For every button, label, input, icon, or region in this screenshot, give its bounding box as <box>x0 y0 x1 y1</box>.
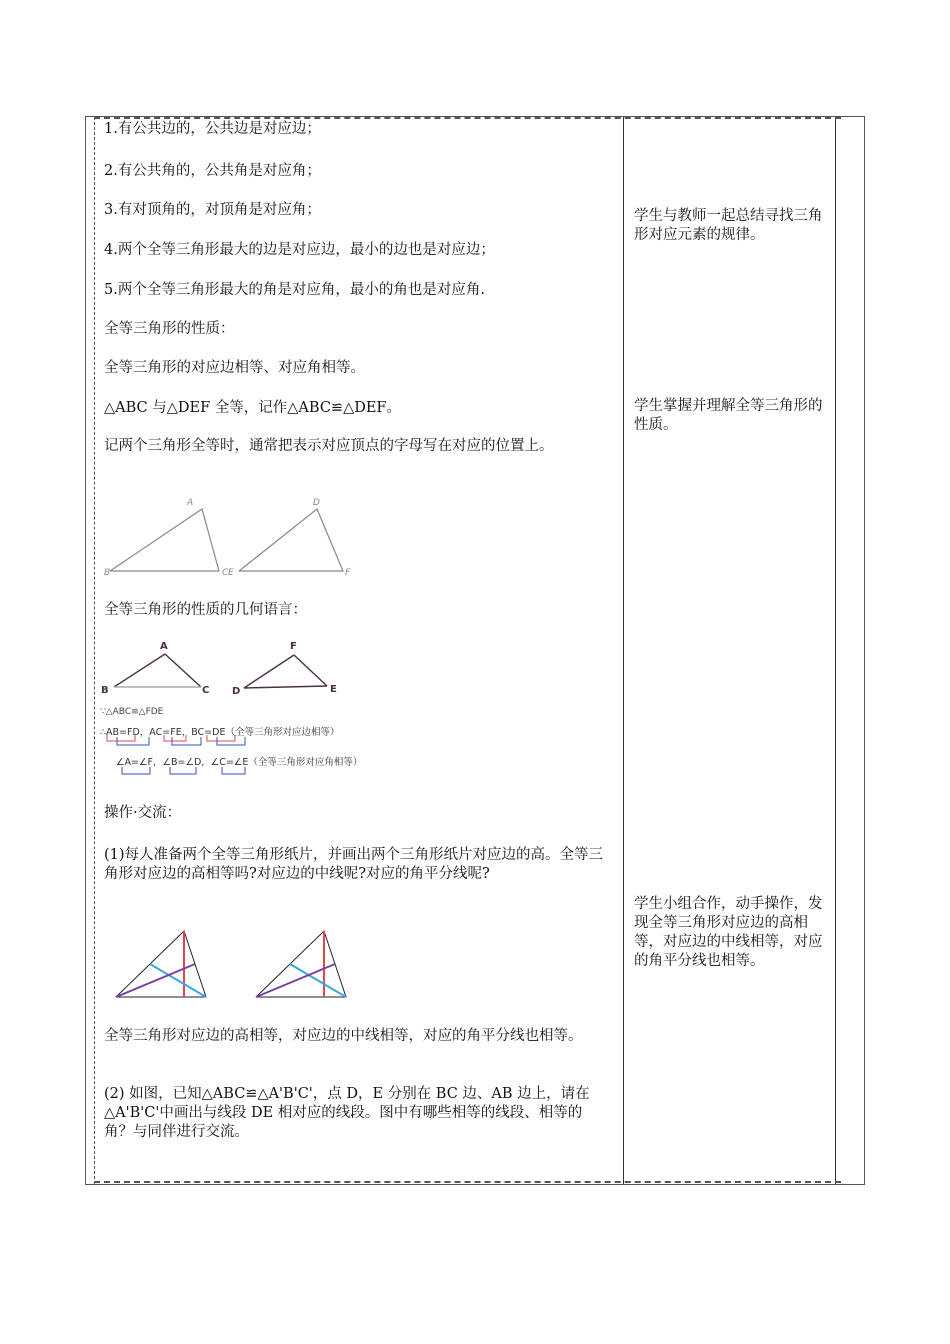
rule-5: 5.两个全等三角形最大的角是对应角，最小的角也是对应角. <box>104 282 485 298</box>
svg-text:A: A <box>160 641 168 652</box>
property-heading: 全等三角形的性质： <box>104 321 235 337</box>
property-text: 全等三角形的对应边相等、对应角相等。 <box>104 360 365 376</box>
label-C: C <box>222 568 229 578</box>
angles-statement: ∠A=∠F，∠B=∠D，∠C=∠E（全等三角形对应角相等） <box>116 757 363 768</box>
dashed-border-top <box>94 117 841 119</box>
rule-3: 3.有对顶角的，对顶角是对应角； <box>104 202 321 218</box>
triangle-1 <box>116 931 206 997</box>
activity-1-conclusion: 全等三角形对应边的高相等，对应边的中线相等，对应的角平分线也相等。 <box>104 1028 583 1044</box>
label-B: B <box>104 568 111 578</box>
label-D: D <box>313 498 320 508</box>
activity-1-text: (1)每人准备两个全等三角形纸片，并画出两个三角形纸片对应边的高。全等三角形对应边的高相等吗?对应边的中线呢?对应的角平分线呢? <box>104 847 604 882</box>
svg-text:E: E <box>330 684 337 695</box>
note-2: 学生掌握并理解全等三角形的性质。 <box>634 398 823 433</box>
column-divider-1 <box>623 117 624 1184</box>
activity-2-text: (2) 如图，已知△ABC≌△A'B'C'，点 D，E 分别在 BC 边、AB 边上，请在△A'B'C'中画出与线段 DE 相对应的线段。图中有哪些相等的线段、相等的角？与同伴进行交流。 <box>104 1086 590 1140</box>
notation-text: △ABC 与△DEF 全等，记作△ABC≌△DEF。 <box>104 400 401 416</box>
triangle-2 <box>256 931 346 997</box>
note-1: 学生与教师一起总结寻找三角形对应元素的规律。 <box>634 208 823 243</box>
note-3: 学生小组合作，动手操作，发现全等三角形对应边的高相等，对应边的中线相等，对应的角平分线也相等。 <box>634 896 823 969</box>
label-A: A <box>187 498 194 508</box>
notation-note: 记两个三角形全等时，通常把表示对应顶点的字母写在对应的位置上。 <box>104 438 554 454</box>
svg-text:D: D <box>232 686 241 697</box>
rule-4: 4.两个全等三角形最大的边是对应边，最小的边也是对应边； <box>104 242 495 258</box>
sides-statement: ∴AB=FD，AC=FE，BC=DE（全等三角形对应边相等） <box>100 727 340 738</box>
activity-heading: 操作·交流： <box>104 805 182 821</box>
dashed-border-bottom <box>94 1181 841 1183</box>
angle-brackets <box>104 765 344 779</box>
rule-1: 1.有公共边的，公共边是对应边； <box>104 121 321 137</box>
side-brackets <box>104 735 344 749</box>
figure-congruent-triangles <box>104 492 364 582</box>
geometry-language-heading: 全等三角形的性质的几何语言： <box>104 602 307 618</box>
svg-text:C: C <box>202 685 210 696</box>
svg-text:B: B <box>101 685 109 696</box>
label-F: F <box>345 568 351 578</box>
given-statement: ∵△ABC≌△FDE <box>100 707 164 717</box>
column-divider-2 <box>835 117 836 1184</box>
lesson-table <box>85 116 865 1185</box>
rule-2: 2.有公共角的，公共角是对应角； <box>104 163 321 179</box>
figure-geometry-language <box>94 637 374 697</box>
label-E: E <box>228 568 234 578</box>
svg-text:F: F <box>290 641 297 652</box>
figure-altitude-median-bisector <box>104 922 374 1007</box>
